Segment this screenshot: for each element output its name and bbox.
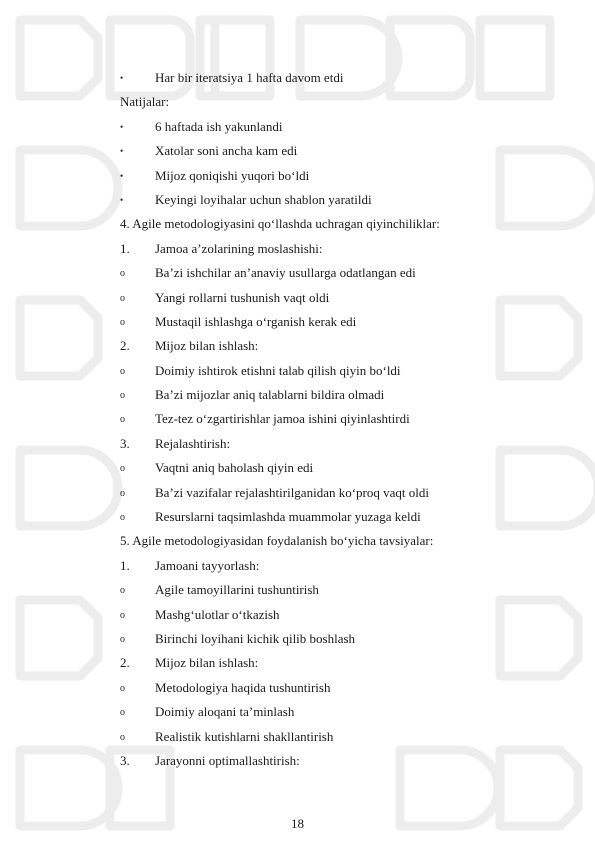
- list-item: [120, 261, 480, 285]
- list-item: [120, 725, 480, 749]
- item-number: 1.: [120, 557, 130, 573]
- bullet-icon: •: [120, 73, 124, 83]
- document-body: [120, 66, 480, 773]
- line-text: Jamoa a’zolarining moslashishi:: [155, 240, 323, 256]
- circle-bullet-icon: o: [120, 268, 125, 280]
- paragraph-line: [120, 212, 480, 236]
- paragraph-line: [120, 90, 480, 114]
- line-text: Rejalashtirish:: [155, 435, 231, 451]
- circle-bullet-icon: o: [120, 365, 125, 377]
- page-number: 18: [291, 816, 304, 831]
- line-text: Ba’zi ishchilar an’anaviy usullarga odatlangan edi: [155, 265, 416, 281]
- circle-bullet-icon: o: [120, 390, 125, 402]
- line-text: 5. Agile metodologiyasidan foydalanish bo‘yicha tavsiyalar:: [120, 533, 434, 549]
- line-text: Mashg‘ulotlar o‘tkazish: [155, 606, 280, 622]
- item-number: 1.: [120, 240, 130, 256]
- line-text: Doimiy ishtirok etishni talab qilish qiyin bo‘ldi: [155, 362, 401, 378]
- numbered-item: [120, 432, 480, 456]
- list-item: [120, 359, 480, 383]
- line-text: Realistik kutishlarni shakllantirish: [155, 728, 334, 744]
- line-text: Vaqtni aniq baholash qiyin edi: [155, 460, 314, 476]
- bullet-icon: •: [120, 121, 124, 132]
- line-text: Doimiy aloqani ta’minlash: [155, 704, 295, 720]
- line-text: Agile tamoyillarini tushuntirish: [155, 582, 319, 598]
- list-item: [120, 456, 480, 480]
- line-text: Har bir iteratsiya 1 hafta davom etdi: [155, 70, 344, 85]
- list-item: [120, 578, 480, 602]
- list-item: [120, 286, 480, 310]
- list-item: [120, 627, 480, 651]
- list-item: [120, 603, 480, 627]
- list-item: [120, 407, 480, 431]
- line-text: Xatolar soni ancha kam edi: [155, 143, 298, 159]
- list-item: [120, 310, 480, 334]
- line-text: Ba’zi vazifalar rejalashtirilganidan ko‘proq vaqt oldi: [155, 484, 429, 500]
- item-number: 2.: [120, 338, 130, 354]
- line-text: Metodologiya haqida tushuntirish: [155, 679, 331, 695]
- list-item: [120, 676, 480, 700]
- numbered-item: [120, 334, 480, 358]
- item-number: 3.: [120, 752, 130, 768]
- line-text: Mustaqil ishlashga o‘rganish kerak edi: [155, 313, 357, 329]
- circle-bullet-icon: o: [120, 609, 125, 621]
- circle-bullet-icon: o: [120, 316, 125, 328]
- line-text: Tez-tez o‘zgartirishlar jamoa ishini qiyinlashtirdi: [155, 411, 410, 427]
- line-text: Mijoz bilan ishlash:: [155, 655, 259, 671]
- paragraph-line: [120, 529, 480, 553]
- bullet-icon: •: [120, 194, 124, 205]
- circle-bullet-icon: o: [120, 414, 125, 426]
- circle-bullet-icon: o: [120, 585, 125, 597]
- line-text: Jamoani tayyorlash:: [155, 557, 260, 573]
- circle-bullet-icon: o: [120, 633, 125, 645]
- line-text: Resurslarni taqsimlashda muammolar yuzaga keldi: [155, 509, 421, 525]
- numbered-item: [120, 749, 480, 773]
- circle-bullet-icon: o: [120, 292, 125, 304]
- list-item: [120, 700, 480, 724]
- numbered-item: [120, 237, 480, 261]
- list-item: [120, 115, 480, 139]
- list-item: [120, 383, 480, 407]
- circle-bullet-icon: o: [120, 707, 125, 719]
- list-item: [120, 164, 480, 188]
- numbered-item: [120, 554, 480, 578]
- line-text: Mijoz qoniqishi yuqori bo‘ldi: [155, 167, 310, 183]
- item-number: 3.: [120, 435, 130, 451]
- line-text: Jarayonni optimallashtirish:: [155, 752, 300, 768]
- line-text: Birinchi loyihani kichik qilib boshlash: [155, 630, 356, 646]
- line-text: Natijalar:: [120, 94, 170, 110]
- list-item: [120, 481, 480, 505]
- line-text: Mijoz bilan ishlash:: [155, 338, 259, 354]
- list-item: [120, 188, 480, 212]
- list-item: [120, 66, 480, 90]
- circle-bullet-icon: o: [120, 731, 125, 743]
- circle-bullet-icon: o: [120, 463, 125, 475]
- numbered-item: [120, 651, 480, 675]
- item-number: 2.: [120, 655, 130, 671]
- circle-bullet-icon: o: [120, 682, 125, 694]
- bullet-icon: •: [120, 146, 124, 157]
- list-item: [120, 505, 480, 529]
- line-text: Keyingi loyihalar uchun shablon yaratildi: [155, 191, 372, 207]
- circle-bullet-icon: o: [120, 512, 125, 524]
- bullet-icon: •: [120, 170, 124, 181]
- circle-bullet-icon: o: [120, 487, 125, 499]
- line-text: Yangi rollarni tushunish vaqt oldi: [155, 289, 330, 305]
- line-text: 4. Agile metodologiyasini qo‘llashda uchragan qiyinchiliklar:: [120, 216, 440, 232]
- line-text: 6 haftada ish yakunlandi: [155, 118, 283, 134]
- list-item: [120, 139, 480, 163]
- line-text: Ba’zi mijozlar aniq talablarni bildira olmadi: [155, 387, 385, 403]
